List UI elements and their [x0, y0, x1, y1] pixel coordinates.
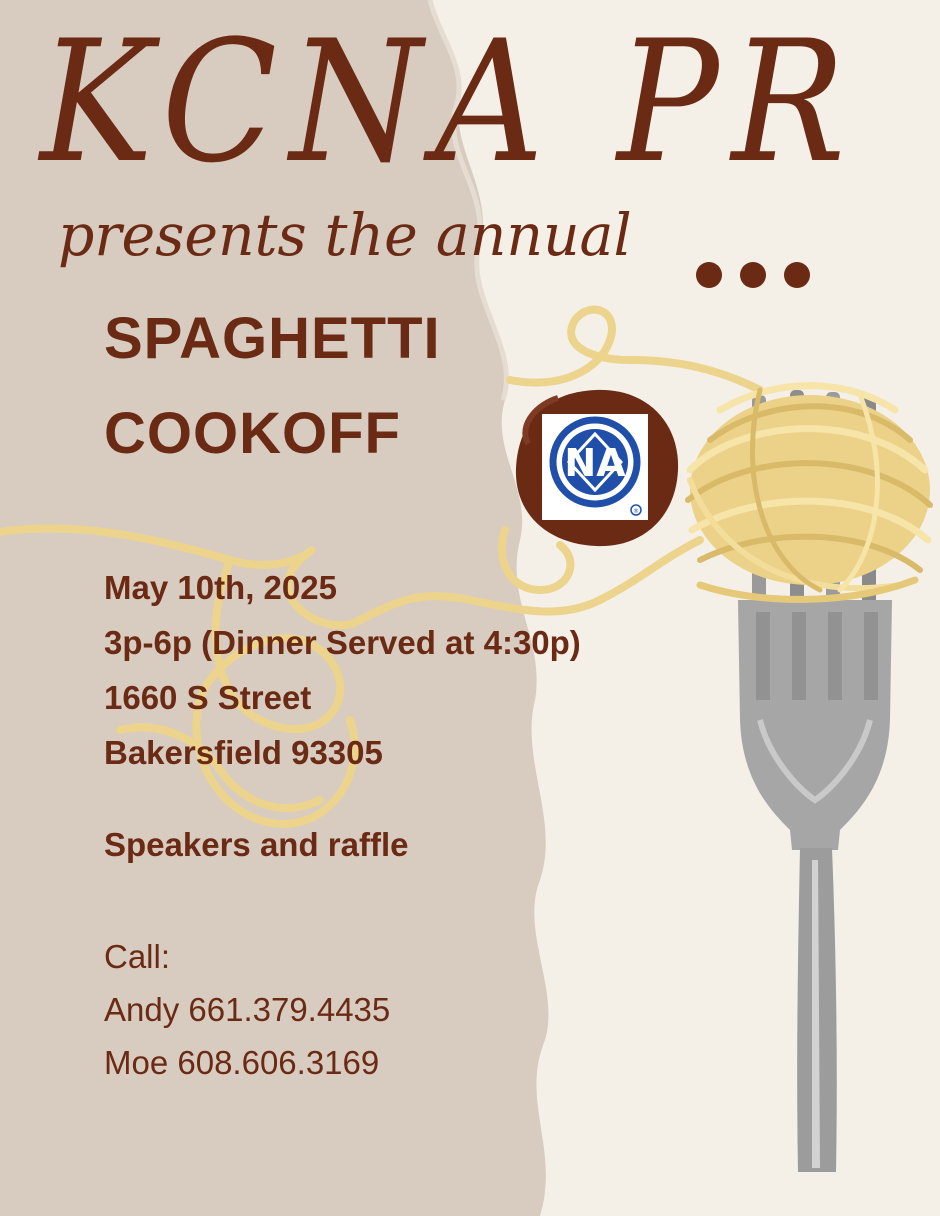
ellipsis-dots-icon	[696, 262, 810, 288]
event-city: Bakersfield 93305	[104, 734, 383, 771]
contact-line: Moe 608.606.3169	[104, 1044, 380, 1081]
na-logo-icon	[508, 384, 684, 552]
event-details	[104, 560, 581, 780]
dot	[696, 262, 722, 288]
presents-subtitle: presents the annual	[58, 201, 632, 269]
event-extras: Speakers and raffle	[104, 826, 409, 863]
event-title-line2: COOKOFF	[104, 401, 401, 466]
event-time: 3p-6p (Dinner Served at 4:30p)	[104, 624, 581, 661]
dot	[784, 262, 810, 288]
contact-section	[104, 930, 390, 1089]
contact-line: Andy 661.379.4435	[104, 991, 391, 1028]
contact-label: Call:	[104, 938, 171, 975]
registered-mark: ®	[633, 508, 639, 515]
dot	[740, 262, 766, 288]
na-logo-text: NA	[564, 441, 626, 485]
organization-title: KCNA PR	[40, 4, 858, 200]
event-date: May 10th, 2025	[104, 569, 337, 606]
event-title-line1: SPAGHETTI	[104, 306, 441, 371]
event-street: 1660 S Street	[104, 679, 312, 716]
